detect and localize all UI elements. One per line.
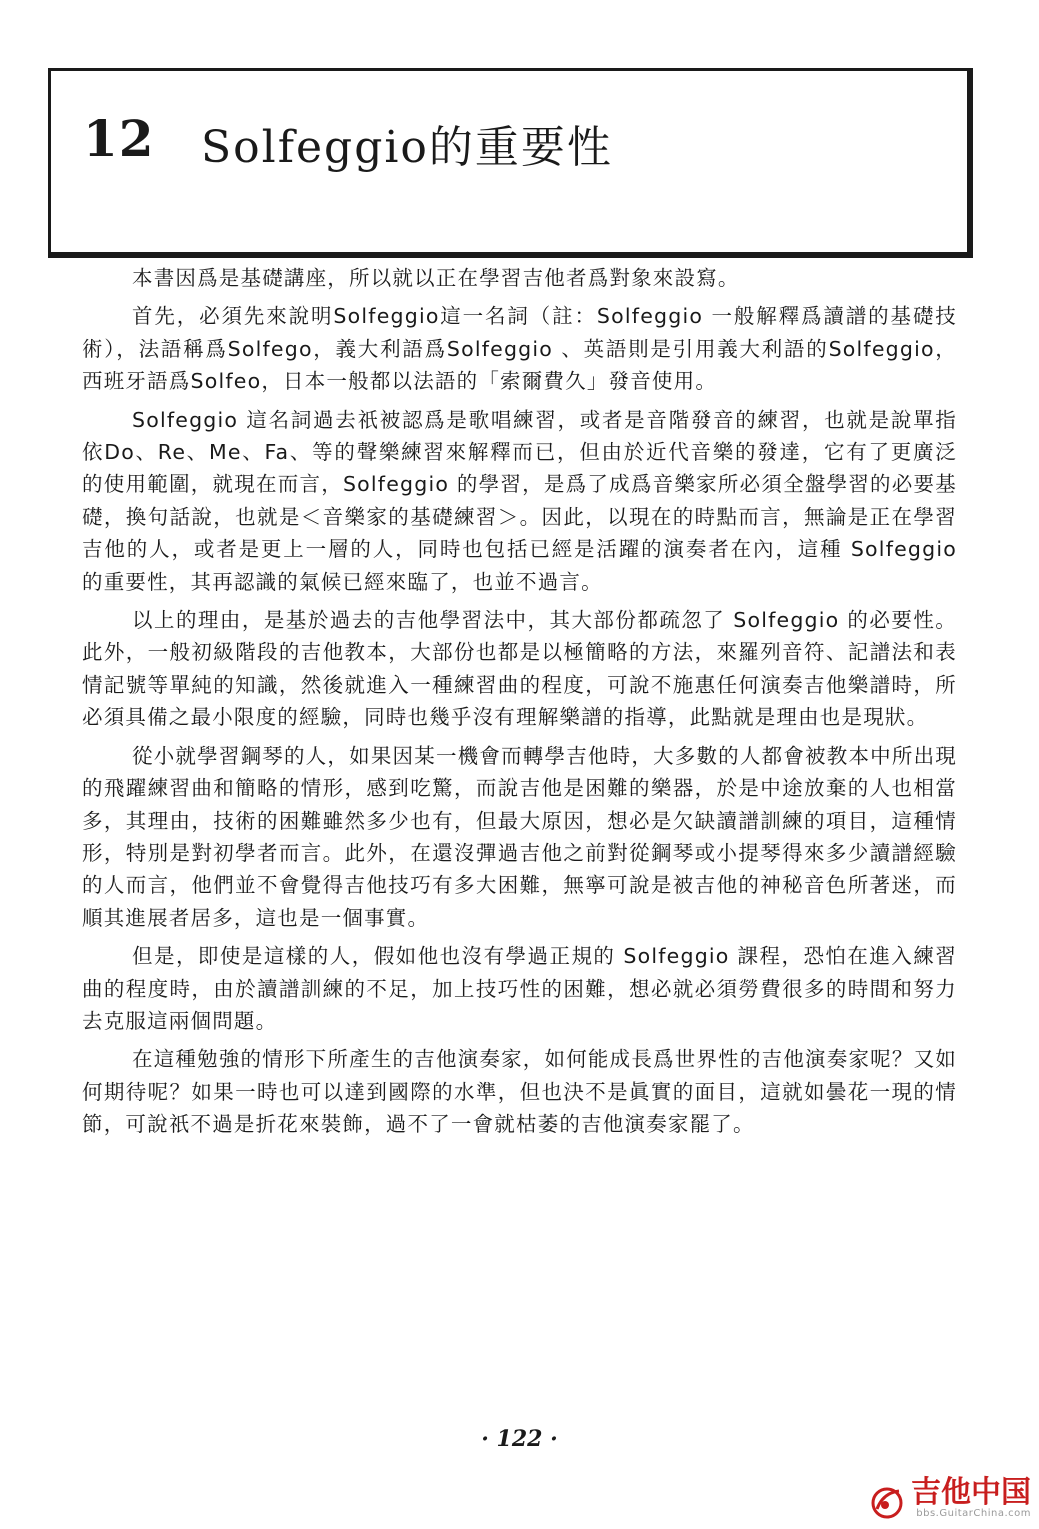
chapter-title: Solfeggio的重要性 bbox=[201, 122, 613, 173]
paragraph: 本書因爲是基礎講座，所以就以正在學習吉他者爲對象來設寫。 bbox=[132, 266, 740, 290]
paragraph: 從小就學習鋼琴的人，如果因某一機會而轉學吉他時，大多數的人都會被教本中所出現的飛躍練習曲和簡略的情形，感到吃驚，而說吉他是困難的樂器，於是中途放棄的人也相當多，其理由，技術的困難雖然多少也有，但最大原因，想必是欠缺讀譜訓練的項目，這種情形，特別是對初學者而言。此外，在還沒彈過吉他之前對從鋼琴或小提琴得來多少讀譜經驗的人而言，他們並不會覺得吉他技巧有多大困難，無寧可說是被吉他的神秘音色所著迷，而順其進展者居多，這也是一個事實。 bbox=[82, 743, 957, 930]
paragraph: 在這種勉強的情形下所產生的吉他演奏家，如何能成長爲世界性的吉他演奏家呢？又如何期待呢？如果一時也可以達到國際的水準，但也決不是眞實的面目，這就如曇花一現的情節，可說祇不過是折花來裝飾，過不了一會就枯萎的吉他演奏家罷了。 bbox=[82, 1047, 957, 1137]
watermark-name: 吉他中国 bbox=[911, 1475, 1031, 1510]
watermark-url: bbs.GuitarChina.com bbox=[916, 1508, 1031, 1519]
chapter-number: 12 bbox=[83, 109, 155, 168]
watermark bbox=[869, 1475, 1031, 1519]
guitar-logo-icon bbox=[869, 1483, 905, 1519]
chapter-header-box bbox=[48, 68, 973, 258]
page-number: · 122 · bbox=[481, 1426, 558, 1452]
paragraph: 但是，即使是這樣的人，假如他也沒有學過正規的 Solfeggio 課程，恐怕在進入練習曲的程度時，由於讀譜訓練的不足，加上技巧性的困難，想必就必須勞費很多的時間和努力去克服這兩個問題。 bbox=[82, 944, 957, 1033]
paragraph: 以上的理由，是基於過去的吉他學習法中，其大部份都疏忽了 Solfeggio 的必要性。此外，一般初級階段的吉他教本，大部份也都是以極簡略的方法，來羅列音符、記譜法和表情記號等單純的知識，然後就進入一種練習曲的程度，可說不施惠任何演奏吉他樂譜時，所必須具備之最小限度的經驗，同時也幾乎沒有理解樂譜的指導，此點就是理由也是現狀。 bbox=[82, 608, 957, 730]
paragraph: 首先，必須先來說明Solfeggio這一名詞（註：Solfeggio 一般解釋爲讀譜的基礎技術），法語稱爲Solfego，義大利語爲Solfeggio 、英語則是引用義大利語的Solfeggio，西班牙語爲Solfeo，日本一般都以法語的「索爾費久」發音使用。 bbox=[82, 304, 957, 394]
body-text bbox=[82, 262, 957, 1147]
paragraph: Solfeggio 這名詞過去祇被認爲是歌唱練習，或者是音階發音的練習，也就是說單指依Do、Re、Me、Fa、等的聲樂練習來解釋而已，但由於近代音樂的發達，它有了更廣泛的使用範圍，就現在而言，Solfeggio 的學習，是爲了成爲音樂家所必須全盤學習的必要基礎，換句話說，也就是＜音樂家的基礎練習＞。因此，以現在的時點而言，無論是正在學習吉他的人，或者是更上一層的人，同時也包括已經是活躍的演奏者在內，這種 Solfeggio 的重要性，其再認識的氣候已經來臨了，也並不過言。 bbox=[82, 407, 957, 594]
